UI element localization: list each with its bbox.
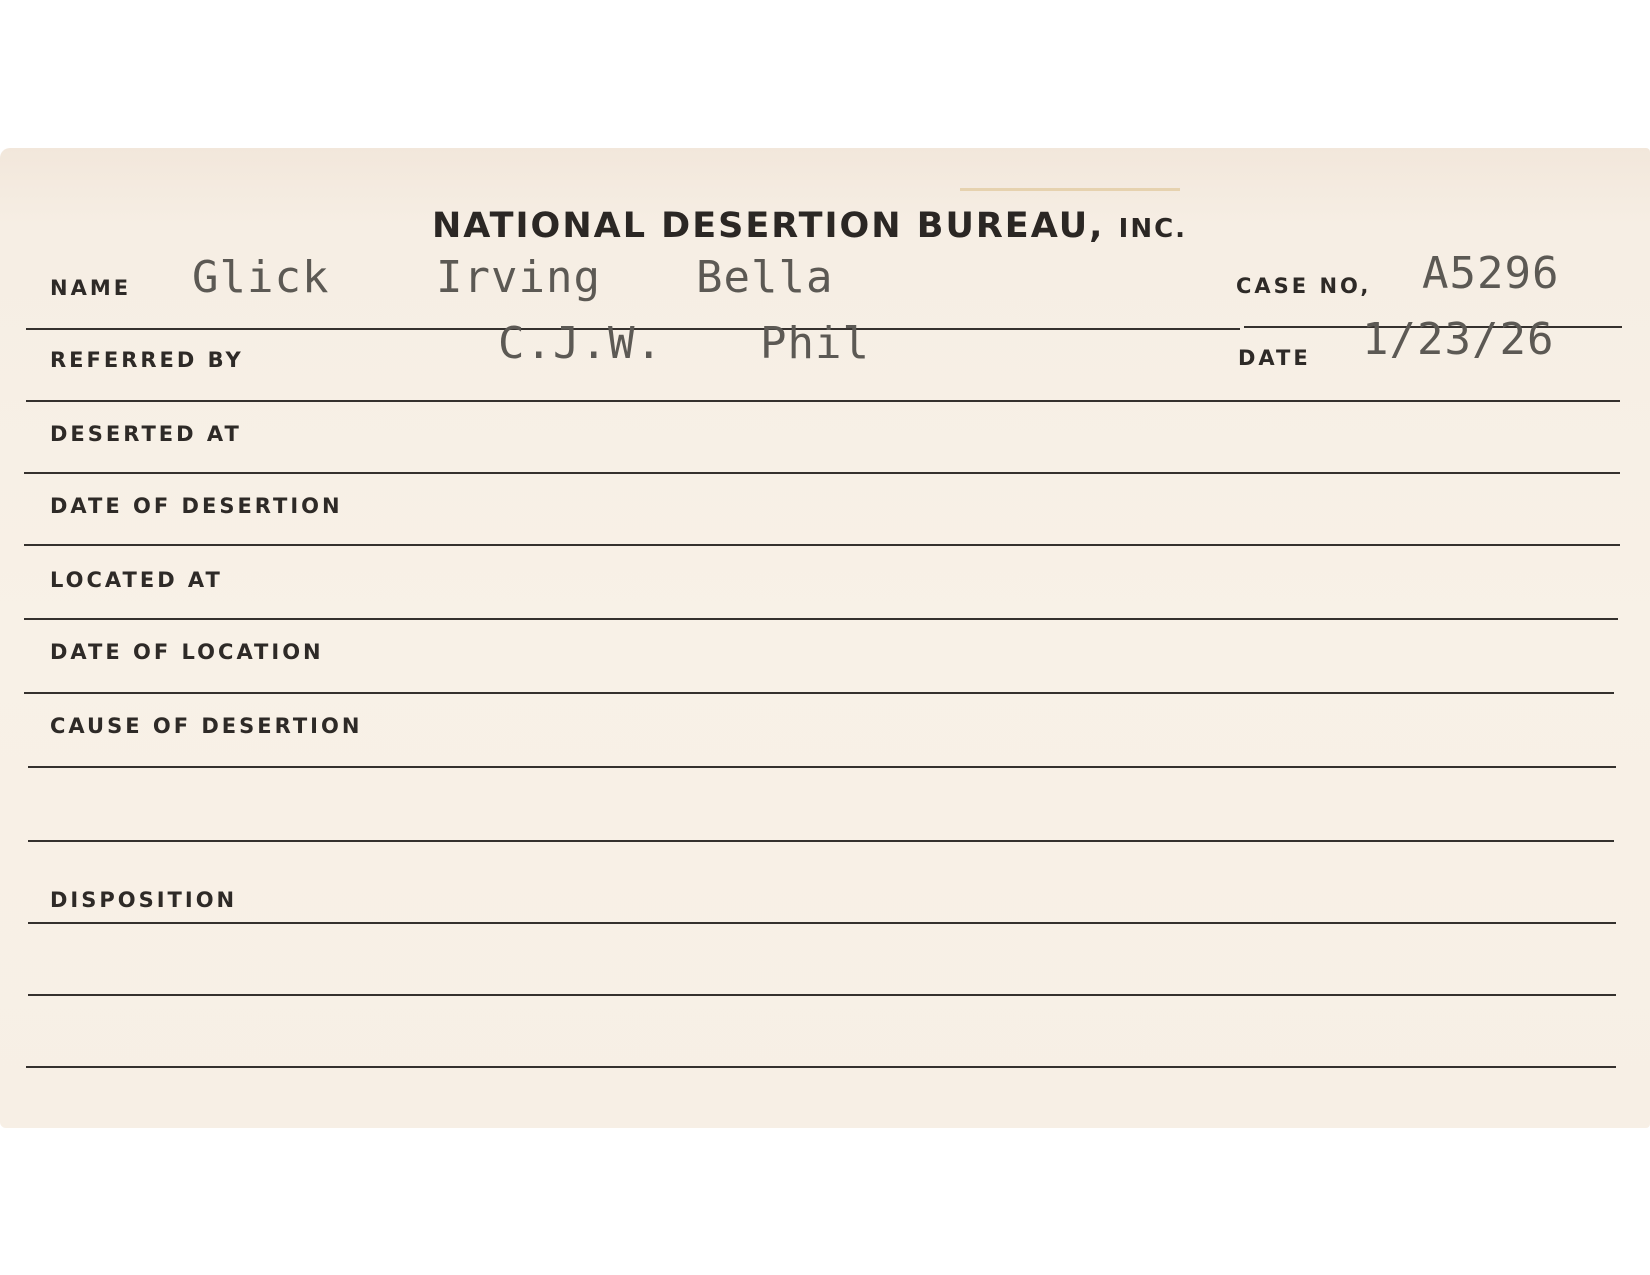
name-other-value: Bella xyxy=(696,252,834,303)
referred-by-org-value: C.J.W. xyxy=(498,318,663,369)
located-at-label: LOCATED AT xyxy=(50,568,223,592)
paper-stain xyxy=(960,188,1180,191)
name-first-value: Irving xyxy=(436,252,601,303)
referred-by-label: REFERRED BY xyxy=(50,348,244,372)
disposition-line-3 xyxy=(26,1066,1616,1068)
date-value: 1/23/26 xyxy=(1362,314,1555,365)
bureau-name-suffix: INC. xyxy=(1118,214,1188,244)
bureau-name: NATIONAL DESERTION BUREAU, xyxy=(432,206,1105,246)
disposition-line-2 xyxy=(28,994,1616,996)
name-label: NAME xyxy=(50,276,132,300)
disposition-line xyxy=(28,922,1616,924)
name-last-value: Glick xyxy=(192,252,330,303)
cause-of-desertion-line-2 xyxy=(28,840,1614,842)
index-card xyxy=(0,148,1650,1128)
cause-of-desertion-line xyxy=(28,766,1616,768)
date-of-location-label: DATE OF LOCATION xyxy=(50,640,324,664)
referred-by-line xyxy=(26,400,1620,402)
date-of-location-line xyxy=(24,692,1614,694)
referred-by-city-value: Phil xyxy=(760,318,870,369)
disposition-label: DISPOSITION xyxy=(50,888,238,912)
date-of-desertion-label: DATE OF DESERTION xyxy=(50,494,343,518)
located-at-line xyxy=(24,618,1618,620)
deserted-at-label: DESERTED AT xyxy=(50,422,242,446)
date-of-desertion-line xyxy=(24,544,1620,546)
date-label: DATE xyxy=(1238,346,1311,370)
deserted-at-line xyxy=(24,472,1620,474)
case-no-value: A5296 xyxy=(1422,248,1560,299)
cause-of-desertion-label: CAUSE OF DESERTION xyxy=(50,714,363,738)
card-heading xyxy=(432,206,1187,246)
case-no-label: CASE NO, xyxy=(1236,274,1372,298)
